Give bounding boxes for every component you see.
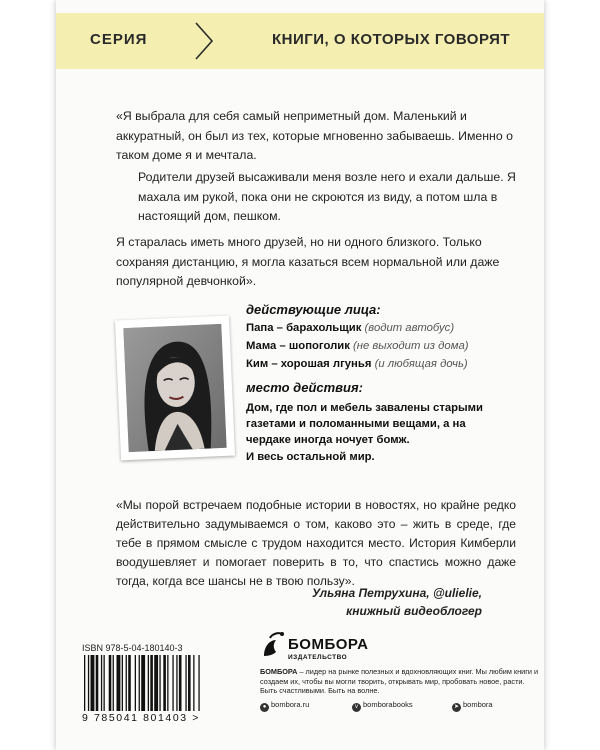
excerpt-paragraph-2: Родители друзей высаживали меня возле него и ехали дальше. Я махала им рукой, пока они не скроются из виду, а потом шла в настоящий дом, пешком.: [138, 170, 516, 223]
cast-note: (не выходит из дома): [353, 340, 469, 352]
cast-title: действующие лица:: [246, 302, 381, 317]
social-link-web[interactable]: [260, 700, 309, 712]
series-name: КНИГИ, О КОТОРЫХ ГОВОРЯТ: [272, 31, 511, 48]
place-description-2: И весь остальной мир.: [246, 451, 375, 463]
review-author-role: книжный видеоблогер: [346, 604, 482, 618]
telegram-icon: ➤: [453, 704, 460, 710]
social-label: bombora.ru: [271, 700, 310, 709]
chevron-right-icon: [192, 21, 216, 61]
isbn-label: ISBN 978-5-04-180140-3: [82, 643, 183, 653]
cast-role: Папа – барахольщик: [246, 322, 362, 334]
review-quote: «Мы порой встречаем подобные истории в новостях, но крайне редко действительно задумываемся о том, каково это – жить в среде, где тебе в прямом смысле с трудом находится место. История Кимберли воодушевляет и помогает поверить в то, что спастись можно даже тогда, когда все шансы не в твою пользу».: [116, 498, 516, 588]
cast-role: Ким – хорошая лгунья: [246, 358, 372, 370]
publisher-subtitle: ИЗДАТЕЛЬСТВО: [288, 654, 348, 661]
place-title: место действия:: [246, 380, 363, 395]
cast-role: Мама – шопоголик: [246, 340, 350, 352]
social-link-vk[interactable]: [352, 700, 413, 712]
series-label: СЕРИЯ: [90, 31, 148, 48]
review-author: Ульяна Петрухина, @ulielie,: [311, 586, 482, 600]
publisher-desc-name: БОМБОРА: [260, 667, 298, 676]
social-link-telegram[interactable]: [452, 700, 493, 712]
publisher-description: [260, 667, 540, 696]
excerpt-paragraph-3: Я старалась иметь много друзей, но ни одного близкого. Только сохраняя дистанцию, я могла казаться всем нормальной или даже популярной девчонкой».: [116, 235, 500, 288]
excerpt-paragraph-1: «Я выбрала для себя самый неприметный дом. Маленький и аккуратный, он был из тех, которые мгновенно забываешь. Именно о таком доме я и мечтала.: [116, 109, 513, 162]
barcode-number: 9 785041 801403 >: [82, 712, 200, 724]
cast-line: [246, 322, 454, 334]
social-label: bomborabooks: [363, 700, 413, 709]
vk-icon: v: [352, 703, 361, 712]
publisher-name: БОМБОРА: [288, 636, 369, 653]
publisher-desc-text: – лидер на рынке полезных и вдохновляющих книг. Мы любим книги и создаем их, чтобы вы могли творить, открывать мир, пробовать новое, расти. Быть счастливыми. Быть на волне.: [260, 667, 539, 695]
portrait-image: [123, 324, 226, 452]
portrait-photo-frame: [115, 316, 235, 461]
barcode: [82, 655, 252, 711]
web-icon: ●: [260, 703, 269, 712]
place-description: Дом, где пол и мебель завалены старыми газетами и поломанными вещами, а на чердаке иногда ночует бомж.: [246, 402, 483, 446]
social-label: bombora: [463, 700, 493, 709]
cast-line: [246, 358, 468, 370]
book-back-cover: [56, 0, 544, 750]
cast-note: (водит автобус): [364, 322, 455, 334]
series-banner: [56, 13, 544, 69]
portrait-photo: [123, 324, 226, 452]
cast-note: (и любящая дочь): [374, 358, 468, 370]
cast-line: [246, 340, 469, 352]
